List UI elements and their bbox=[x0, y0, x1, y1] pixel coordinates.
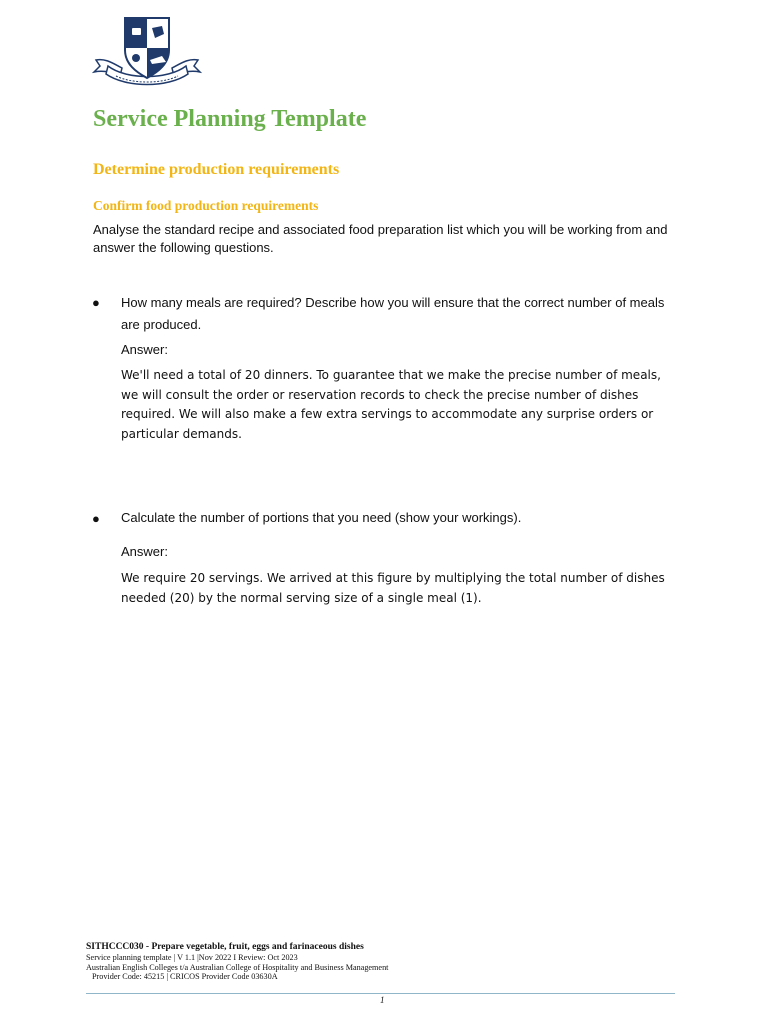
answer-text: We require 20 servings. We arrived at this figure by multiplying the total number of dishes needed (20) by the normal serving size of a single meal (1). bbox=[121, 571, 665, 605]
page-number: 1 bbox=[380, 995, 385, 1005]
answer-label: Answer: bbox=[121, 544, 168, 559]
intro-paragraph: Analyse the standard recipe and associated food preparation list which you will be working from and answer the following questions. bbox=[93, 222, 668, 255]
page-title: Service Planning Template bbox=[93, 106, 367, 132]
question-text: Calculate the number of portions that you need (show your workings). bbox=[121, 510, 522, 525]
question-text: How many meals are required? Describe how you will ensure that the correct number of meals are produced. bbox=[121, 295, 665, 332]
footer-provider: Provider Code: 45215 | CRICOS Provider Code 03630A bbox=[92, 972, 278, 981]
section-heading: Determine production requirements bbox=[93, 161, 340, 178]
bullet-icon: ● bbox=[92, 511, 100, 526]
footer-divider bbox=[86, 993, 675, 994]
answer-text: We'll need a total of 20 dinners. To guarantee that we make the precise number of meals, we will consult the order or reservation records to check the precise number of dishes required. We will also make a few extra servings to accommodate any surprise orders or particular demands. bbox=[121, 368, 661, 441]
subsection-heading: Confirm food production requirements bbox=[93, 198, 319, 213]
footer-organisation: Australian English Colleges t/a Australian College of Hospitality and Business Management bbox=[86, 962, 389, 972]
bullet-icon: ● bbox=[92, 295, 100, 310]
footer-version: Service planning template | V 1.1 |Nov 2022 I Review: Oct 2023 bbox=[86, 953, 298, 962]
page-footer bbox=[86, 942, 388, 982]
footer-course: SITHCCC030 - Prepare vegetable, fruit, eggs and farinaceous dishes bbox=[86, 942, 364, 952]
college-crest-icon bbox=[92, 14, 202, 94]
answer-label: Answer: bbox=[121, 342, 168, 357]
